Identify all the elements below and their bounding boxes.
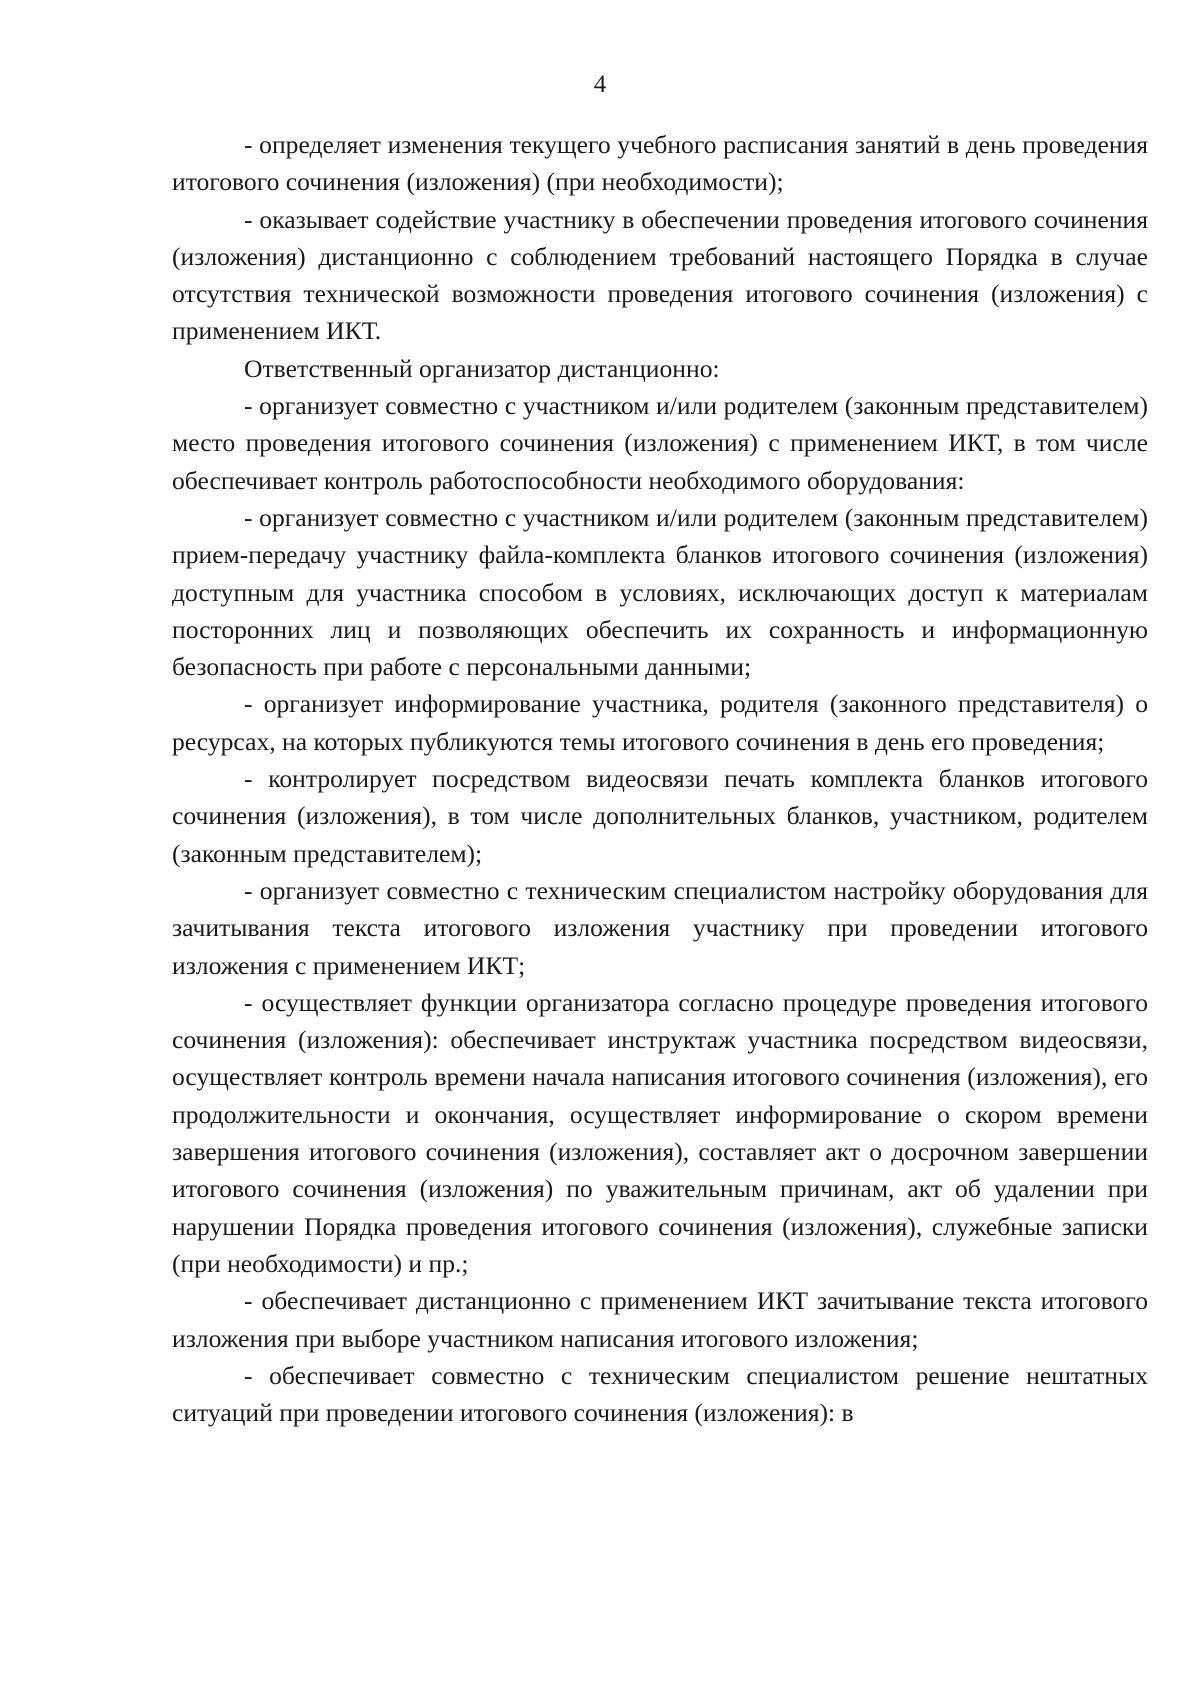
paragraph-emergency-situations: - обеспечивает совместно с техническим специалистом решение нештатных ситуаций при проведении итогового сочинения (изложения): в <box>172 1360 1148 1428</box>
paragraph-printing-control: - контролирует посредством видеосвязи печать комплекта бланков итогового сочинения (изложения), в том числе дополнительных бланков, участником, родителем (законным представителем); <box>172 764 1148 868</box>
document-body <box>172 126 1148 1431</box>
page-number: 4 <box>593 71 607 98</box>
paragraph-topics-information: - организует информирование участника, родителя (законного представителя) о ресурсах, на которых публикуются темы итогового сочинения в день его проведения; <box>172 689 1148 756</box>
paragraph-responsible-organizer-heading: Ответственный организатор дистанционно: <box>244 353 720 383</box>
paragraph-file-transfer: - организует совместно с участником и/или родителем (законным представителем) прием-передачу участнику файла-комплекта бланков итогового сочинения (изложения) доступным для участника способом в условиях, исключающих доступ к материалам посторонних лиц и позволяющих обеспечить их сохранность и информационную безопасность при работе с персональными данными; <box>172 502 1148 682</box>
paragraph-organizes-venue: - организует совместно с участником и/или родителем (законным представителем) место проведения итогового сочинения (изложения) с применением ИКТ, в том числе обеспечивает контроль работоспособности необходимого оборудования: <box>172 391 1148 495</box>
paragraph-organizer-functions: - осуществляет функции организатора согласно процедуре проведения итогового сочинения (изложения): обеспечивает инструктаж участника посредством видеосвязи, осуществляет контроль времени начала написания итогового сочинения (изложения), его продолжительности и окончания, осуществляет информирование о скором времени завершения итогового сочинения (изложения), составляет акт о досрочном завершении итогового сочинения (изложения) по уважительным причинам, акт об удалении при нарушении Порядка проведения итогового сочинения (изложения), служебные записки (при необходимости) и пр.; <box>172 987 1148 1278</box>
paragraph-text-reading: - обеспечивает дистанционно с применением ИКТ зачитывание текста итогового изложения при выборе участником написания итогового изложения; <box>172 1286 1148 1353</box>
paragraph-equipment-setup: - организует совместно с техническим специалистом настройку оборудования для зачитывания текста итогового изложения участнику при проведении итогового изложения с применением ИКТ; <box>172 875 1148 980</box>
paragraph-remote-assistance: - оказывает содействие участнику в обеспечении проведения итогового сочинения (изложения) дистанционно с соблюдением требований настоящего Порядка в случае отсутствия технической возможности проведения итогового сочинения (изложения) с применением ИКТ. <box>172 204 1148 346</box>
paragraph-schedule-changes: - определяет изменения текущего учебного расписания занятий в день проведения итогового сочинения (изложения) (при необходимости); <box>172 130 1148 197</box>
